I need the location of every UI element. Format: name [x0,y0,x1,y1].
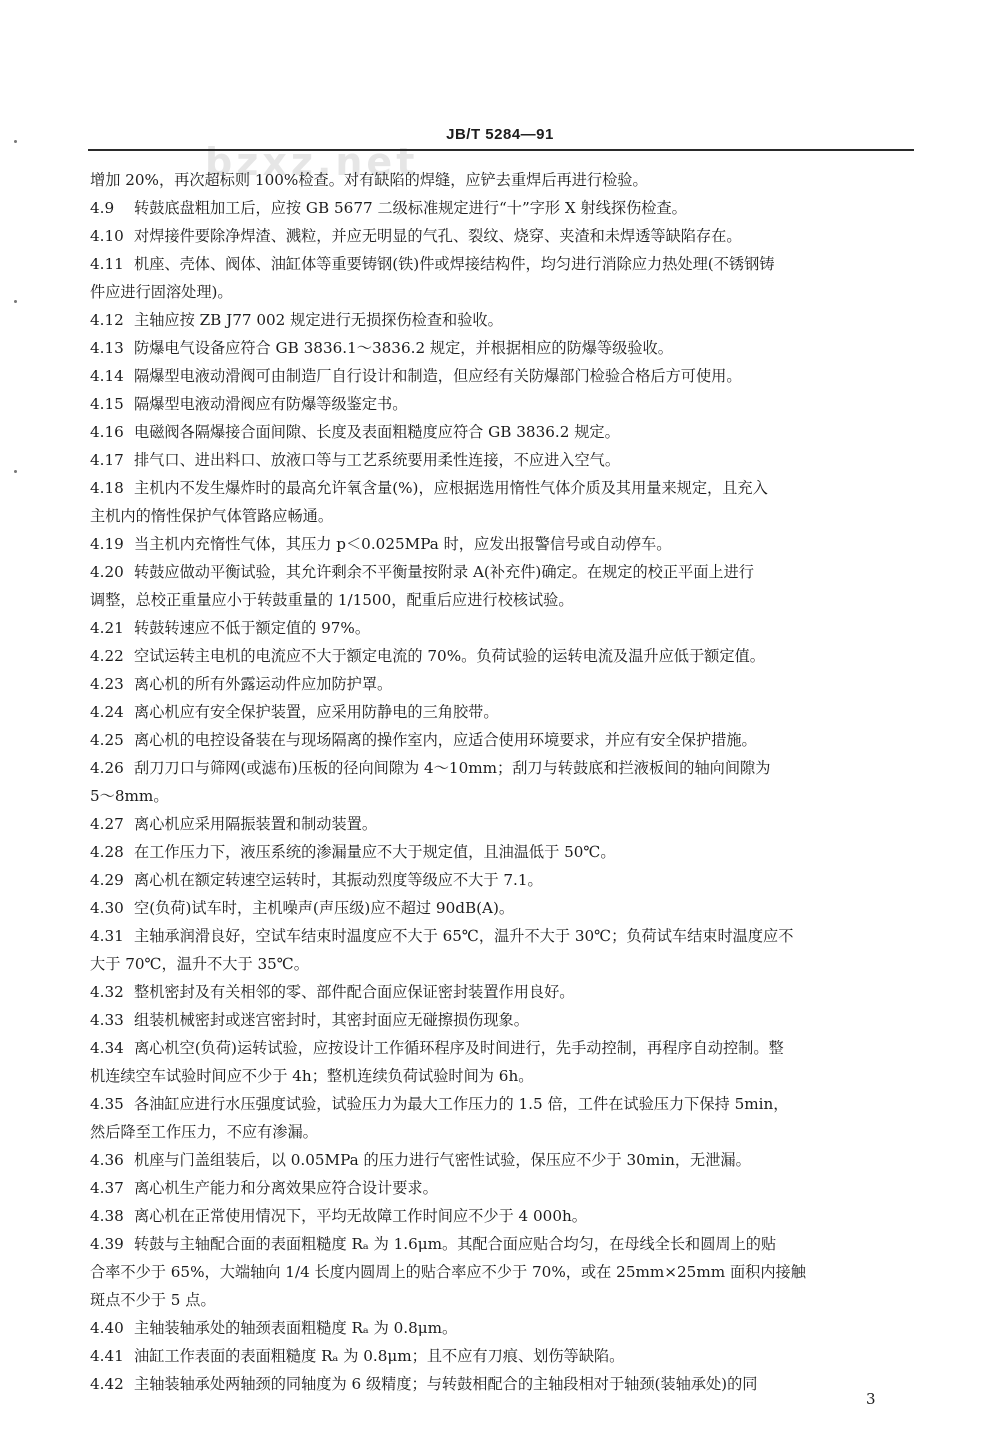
clause-text: 离心机生产能力和分离效果应符合设计要求。 [134,1179,438,1197]
clause-text: 转鼓转速应不低于额定值的 97%。 [134,619,371,637]
clause-text: 主轴装轴承处的轴颈表面粗糙度 Rₐ 为 0.8μm。 [134,1319,458,1337]
clause-number: 4.26 [90,759,124,777]
clause-text: 调整，总校正重量应小于转鼓重量的 1/1500，配重后应进行校核试验。 [90,591,574,609]
clause-line [90,866,914,894]
continuation-line [90,1118,914,1146]
clause-text: 转鼓底盘粗加工后，应按 GB 5677 二级标准规定进行“十”字形 X 射线探伤检查。 [134,199,687,217]
watermark: bzxz.net [205,140,419,184]
clause-line [90,1230,914,1258]
clause-number: 4.35 [90,1095,124,1113]
clause-line [90,1342,914,1370]
clause-number: 4.9 [90,199,115,217]
clause-line [90,642,914,670]
clause-text: 对焊接件要除净焊渣、溅粒，并应无明显的气孔、裂纹、烧穿、夹渣和未焊透等缺陷存在。 [134,227,742,245]
clause-text: 隔爆型电液动滑阀可由制造厂自行设计和制造，但应经有关防爆部门检验合格后方可使用。 [134,367,742,385]
clause-text: 离心机应有安全保护装置，应采用防静电的三角胶带。 [134,703,499,721]
clause-line [90,1370,914,1398]
clause-text: 离心机在额定转速空运转时，其振动烈度等级应不大于 7.1。 [134,871,543,889]
continuation-line [90,502,914,530]
clause-number: 4.17 [90,451,124,469]
clause-number: 4.39 [90,1235,124,1253]
clause-number: 4.34 [90,1039,124,1057]
clause-text: 件应进行固溶处理)。 [90,283,233,301]
clause-number: 4.27 [90,815,124,833]
clause-text: 空(负荷)试车时，主机噪声(声压级)应不超过 90dB(A)。 [134,899,515,917]
clause-line [90,754,914,782]
clause-line [90,446,914,474]
clause-number: 4.12 [90,311,124,329]
clause-line [90,1202,914,1230]
clause-line [90,530,914,558]
clause-line [90,474,914,502]
clause-line [90,194,914,222]
page-number: 3 [866,1390,876,1408]
standard-code-header: JB/T 5284—91 [446,126,554,143]
clause-line [90,418,914,446]
clause-number: 4.41 [90,1347,124,1365]
continuation-line [90,950,914,978]
clause-text: 斑点不少于 5 点。 [90,1291,216,1309]
clause-number: 4.22 [90,647,124,665]
clause-number: 4.19 [90,535,124,553]
clause-text: 机座与门盖组装后，以 0.05MPa 的压力进行气密性试验，保压应不少于 30min，无泄漏。 [134,1151,751,1169]
continuation-line [90,1286,914,1314]
clause-line [90,1314,914,1342]
clause-number: 4.40 [90,1319,124,1337]
clause-text: 合率不少于 65%，大端轴向 1/4 长度内圆周上的贴合率应不少于 70%，或在 25mm×25mm 面积内接触 [90,1263,806,1281]
clause-line [90,698,914,726]
clause-line [90,390,914,418]
clause-text: 然后降至工作压力，不应有渗漏。 [90,1123,318,1141]
clause-line [90,894,914,922]
clause-number: 4.29 [90,871,124,889]
clause-number: 4.10 [90,227,124,245]
clause-number: 4.21 [90,619,124,637]
clause-text: 排气口、进出料口、放液口等与工艺系统要用柔性连接，不应进入空气。 [134,451,620,469]
clause-number: 4.31 [90,927,124,945]
clause-line [90,838,914,866]
clause-text: 油缸工作表面的表面粗糙度 Rₐ 为 0.8μm；且不应有刀痕、划伤等缺陷。 [134,1347,625,1365]
clause-text: 离心机的电控设备装在与现场隔离的操作室内，应适合使用环境要求，并应有安全保护措施。 [134,731,757,749]
clause-line [90,810,914,838]
clause-text: 主机内的惰性保护气体管路应畅通。 [90,507,333,525]
clause-text: 主轴应按 ZB J77 002 规定进行无损探伤检查和验收。 [134,311,503,329]
clause-line [90,250,914,278]
scan-speck [14,140,17,143]
clause-number: 4.15 [90,395,124,413]
clause-number: 4.16 [90,423,124,441]
clause-text: 主机内不发生爆炸时的最高允许氧含量(%)，应根据选用惰性气体介质及其用量来规定，且充入 [134,479,768,497]
clause-text: 主轴装轴承处两轴颈的同轴度为 6 级精度；与转鼓相配合的主轴段相对于轴颈(装轴承处)的同 [134,1375,758,1393]
clause-text: 刮刀刀口与筛网(或滤布)压板的径向间隙为 4～10mm；刮刀与转鼓底和拦液板间的轴向间隙为 [134,759,771,777]
clause-text: 组装机械密封或迷宫密封时，其密封面应无碰擦损伤现象。 [134,1011,529,1029]
clause-text: 防爆电气设备应符合 GB 3836.1～3836.2 规定，并根据相应的防爆等级验收。 [134,339,673,357]
continuation-line [90,586,914,614]
clause-text: 离心机应采用隔振装置和制动装置。 [134,815,377,833]
clause-text: 机连续空车试验时间应不少于 4h；整机连续负荷试验时间为 6h。 [90,1067,534,1085]
clause-number: 4.24 [90,703,124,721]
clause-number: 4.37 [90,1179,124,1197]
clause-line [90,362,914,390]
clause-text: 在工作压力下，液压系统的渗漏量应不大于规定值，且油温低于 50℃。 [134,843,616,861]
clause-number: 4.38 [90,1207,124,1225]
document-body [90,166,914,1398]
clause-text: 空试运转主电机的电流应不大于额定电流的 70%。负荷试验的运转电流及温升应低于额定值。 [134,647,765,665]
clause-text: 大于 70℃，温升不大于 35℃。 [90,955,309,973]
clause-number: 4.11 [90,255,124,273]
clause-text: 5～8mm。 [90,787,169,805]
scan-speck [14,300,17,303]
clause-line [90,1146,914,1174]
clause-number: 4.33 [90,1011,124,1029]
clause-line [90,334,914,362]
clause-text: 电磁阀各隔爆接合面间隙、长度及表面粗糙度应符合 GB 3836.2 规定。 [134,423,620,441]
clause-text: 离心机的所有外露运动件应加防护罩。 [134,675,393,693]
clause-number: 4.30 [90,899,124,917]
clause-text: 机座、壳体、阀体、油缸体等重要铸钢(铁)件或焊接结构件，均匀进行消除应力热处理(不锈钢铸 [134,255,775,273]
clause-text: 整机密封及有关相邻的零、部件配合面应保证密封装置作用良好。 [134,983,575,1001]
clause-number: 4.42 [90,1375,124,1393]
continuation-line [90,782,914,810]
continuation-line [90,166,914,194]
clause-line [90,1174,914,1202]
clause-number: 4.23 [90,675,124,693]
clause-number: 4.28 [90,843,124,861]
clause-number: 4.32 [90,983,124,1001]
clause-line [90,222,914,250]
clause-number: 4.20 [90,563,124,581]
clause-line [90,670,914,698]
clause-line [90,922,914,950]
clause-line [90,306,914,334]
clause-text: 当主机内充惰性气体，其压力 p＜0.025MPa 时，应发出报警信号或自动停车。 [134,535,672,553]
clause-number: 4.18 [90,479,124,497]
continuation-line [90,1258,914,1286]
clause-line [90,558,914,586]
scan-speck [14,470,17,473]
clause-text: 转鼓应做动平衡试验，其允许剩余不平衡量按附录 A(补充件)确定。在规定的校正平面上进行 [134,563,754,581]
clause-text: 离心机在正常使用情况下，平均无故障工作时间应不少于 4 000h。 [134,1207,587,1225]
clause-number: 4.14 [90,367,124,385]
clause-line [90,1006,914,1034]
clause-line [90,978,914,1006]
clause-text: 隔爆型电液动滑阀应有防爆等级鉴定书。 [134,395,408,413]
clause-text: 主轴承润滑良好，空试车结束时温度应不大于 65℃，温升不大于 30℃；负荷试车结束时温度应不 [134,927,794,945]
continuation-line [90,1062,914,1090]
clause-number: 4.36 [90,1151,124,1169]
clause-text: 转鼓与主轴配合面的表面粗糙度 Rₐ 为 1.6μm。其配合面应贴合均匀，在母线全长和圆周上的贴 [134,1235,777,1253]
clause-line [90,1090,914,1118]
clause-text: 各油缸应进行水压强度试验，试验压力为最大工作压力的 1.5 倍，工件在试验压力下保持 5min， [134,1095,789,1113]
clause-number: 4.13 [90,339,124,357]
clause-text: 离心机空(负荷)运转试验，应按设计工作循环程序及时间进行，先手动控制，再程序自动控制。整 [134,1039,784,1057]
clause-text: 增加 20%，再次超标则 100%检查。对有缺陷的焊缝，应铲去重焊后再进行检验。 [90,171,648,189]
continuation-line [90,278,914,306]
clause-line [90,726,914,754]
clause-number: 4.25 [90,731,124,749]
header-rule [88,149,914,151]
clause-line [90,614,914,642]
clause-line [90,1034,914,1062]
